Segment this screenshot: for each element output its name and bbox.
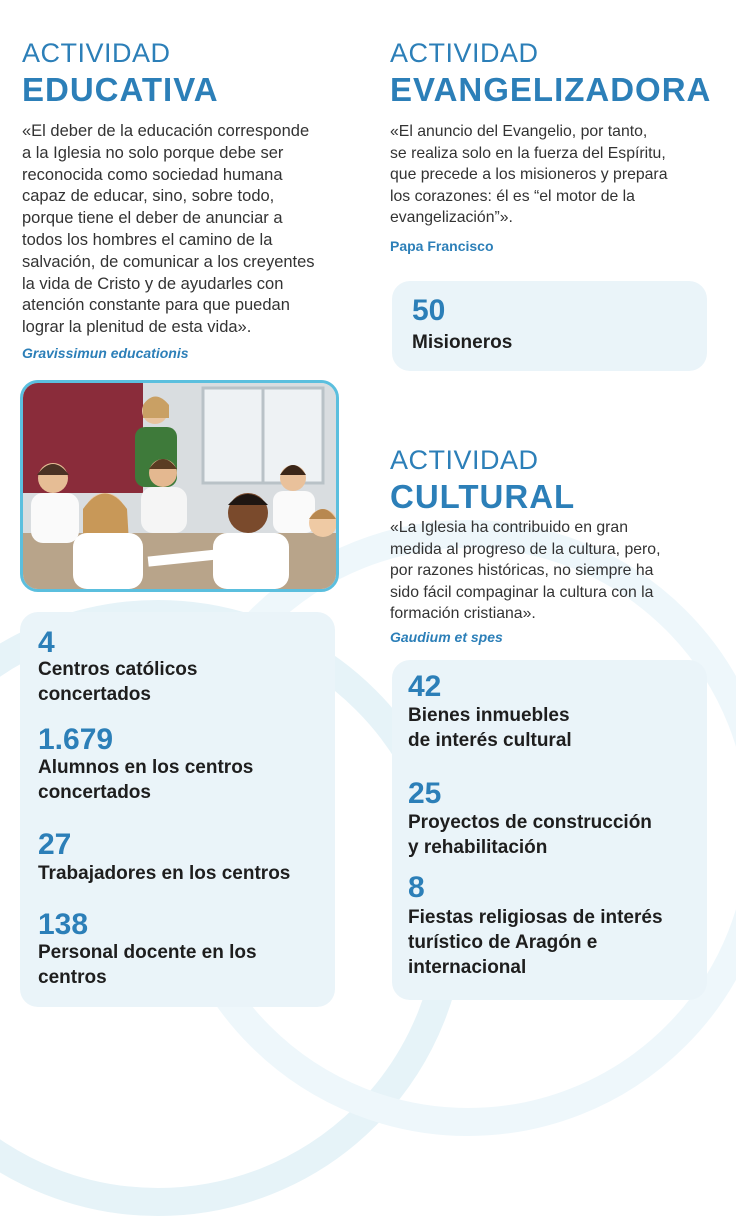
cultural-title: CULTURAL: [390, 478, 576, 515]
stat-alumnos-label: Alumnos en los centros concertados: [38, 757, 254, 803]
stat-misioneros-value: 50: [412, 294, 446, 327]
stat-fiestas-value: 8: [408, 871, 425, 904]
stat-misioneros-label: Misioneros: [412, 332, 513, 353]
cultural-source: Gaudium et spes: [390, 629, 503, 645]
stat-fiestas-label: Fiestas religiosas de interés turístico de Aragón e internacional: [408, 907, 663, 978]
stat-centros-value: 4: [38, 626, 55, 659]
stat-docente-label: Personal docente en los centros: [38, 942, 257, 988]
stat-bienes-value: 42: [408, 670, 442, 703]
stat-trabajadores-label: Trabajadores en los centros: [38, 863, 291, 884]
stat-trabajadores-value: 27: [38, 828, 72, 861]
stat-docente-value: 138: [38, 908, 89, 941]
evangelizadora-quote: «El anuncio del Evangelio, por tanto, se realiza solo en la fuerza del Espíritu, que precede a los misioneros y prepara los corazones: él es “el motor de la evangelización”».: [390, 123, 668, 226]
classroom-photo: [20, 380, 339, 592]
cultural-kicker: ACTIVIDAD: [390, 445, 539, 475]
educativa-quote: «El deber de la educación corresponde a la Iglesia no solo porque debe ser reconocida como sociedad humana capaz de educar, sino, sobre todo, porque tiene el deber de anunciar a todos los hombres el camino de la salvación, de comunicar a los creyentes la vida de Cristo y de ayudarles con atención constante para que puedan lograr la plenitud de esta vida».: [22, 122, 315, 337]
classroom-illustration: [23, 383, 336, 589]
educativa-source: Gravissimun educationis: [22, 345, 189, 361]
stat-bienes-label: Bienes inmuebles de interés cultural: [408, 705, 572, 751]
stat-alumnos-value: 1.679: [38, 723, 114, 756]
cultural-quote: «La Iglesia ha contribuido en gran medida al progreso de la cultura, pero, por razones históricas, no siempre ha sido fácil compaginar la cultura con la formación cristiana».: [390, 519, 661, 622]
evangelizadora-title: EVANGELIZADORA: [390, 71, 712, 108]
educativa-title: EDUCATIVA: [22, 71, 219, 108]
evangelizadora-kicker: ACTIVIDAD: [390, 38, 539, 68]
evangelizadora-source: Papa Francisco: [390, 238, 494, 254]
educativa-kicker: ACTIVIDAD: [22, 38, 171, 68]
stat-centros-label: Centros católicos concertados: [38, 659, 198, 705]
stat-proyectos-label: Proyectos de construcción y rehabilitación: [408, 812, 652, 858]
stat-proyectos-value: 25: [408, 777, 442, 810]
